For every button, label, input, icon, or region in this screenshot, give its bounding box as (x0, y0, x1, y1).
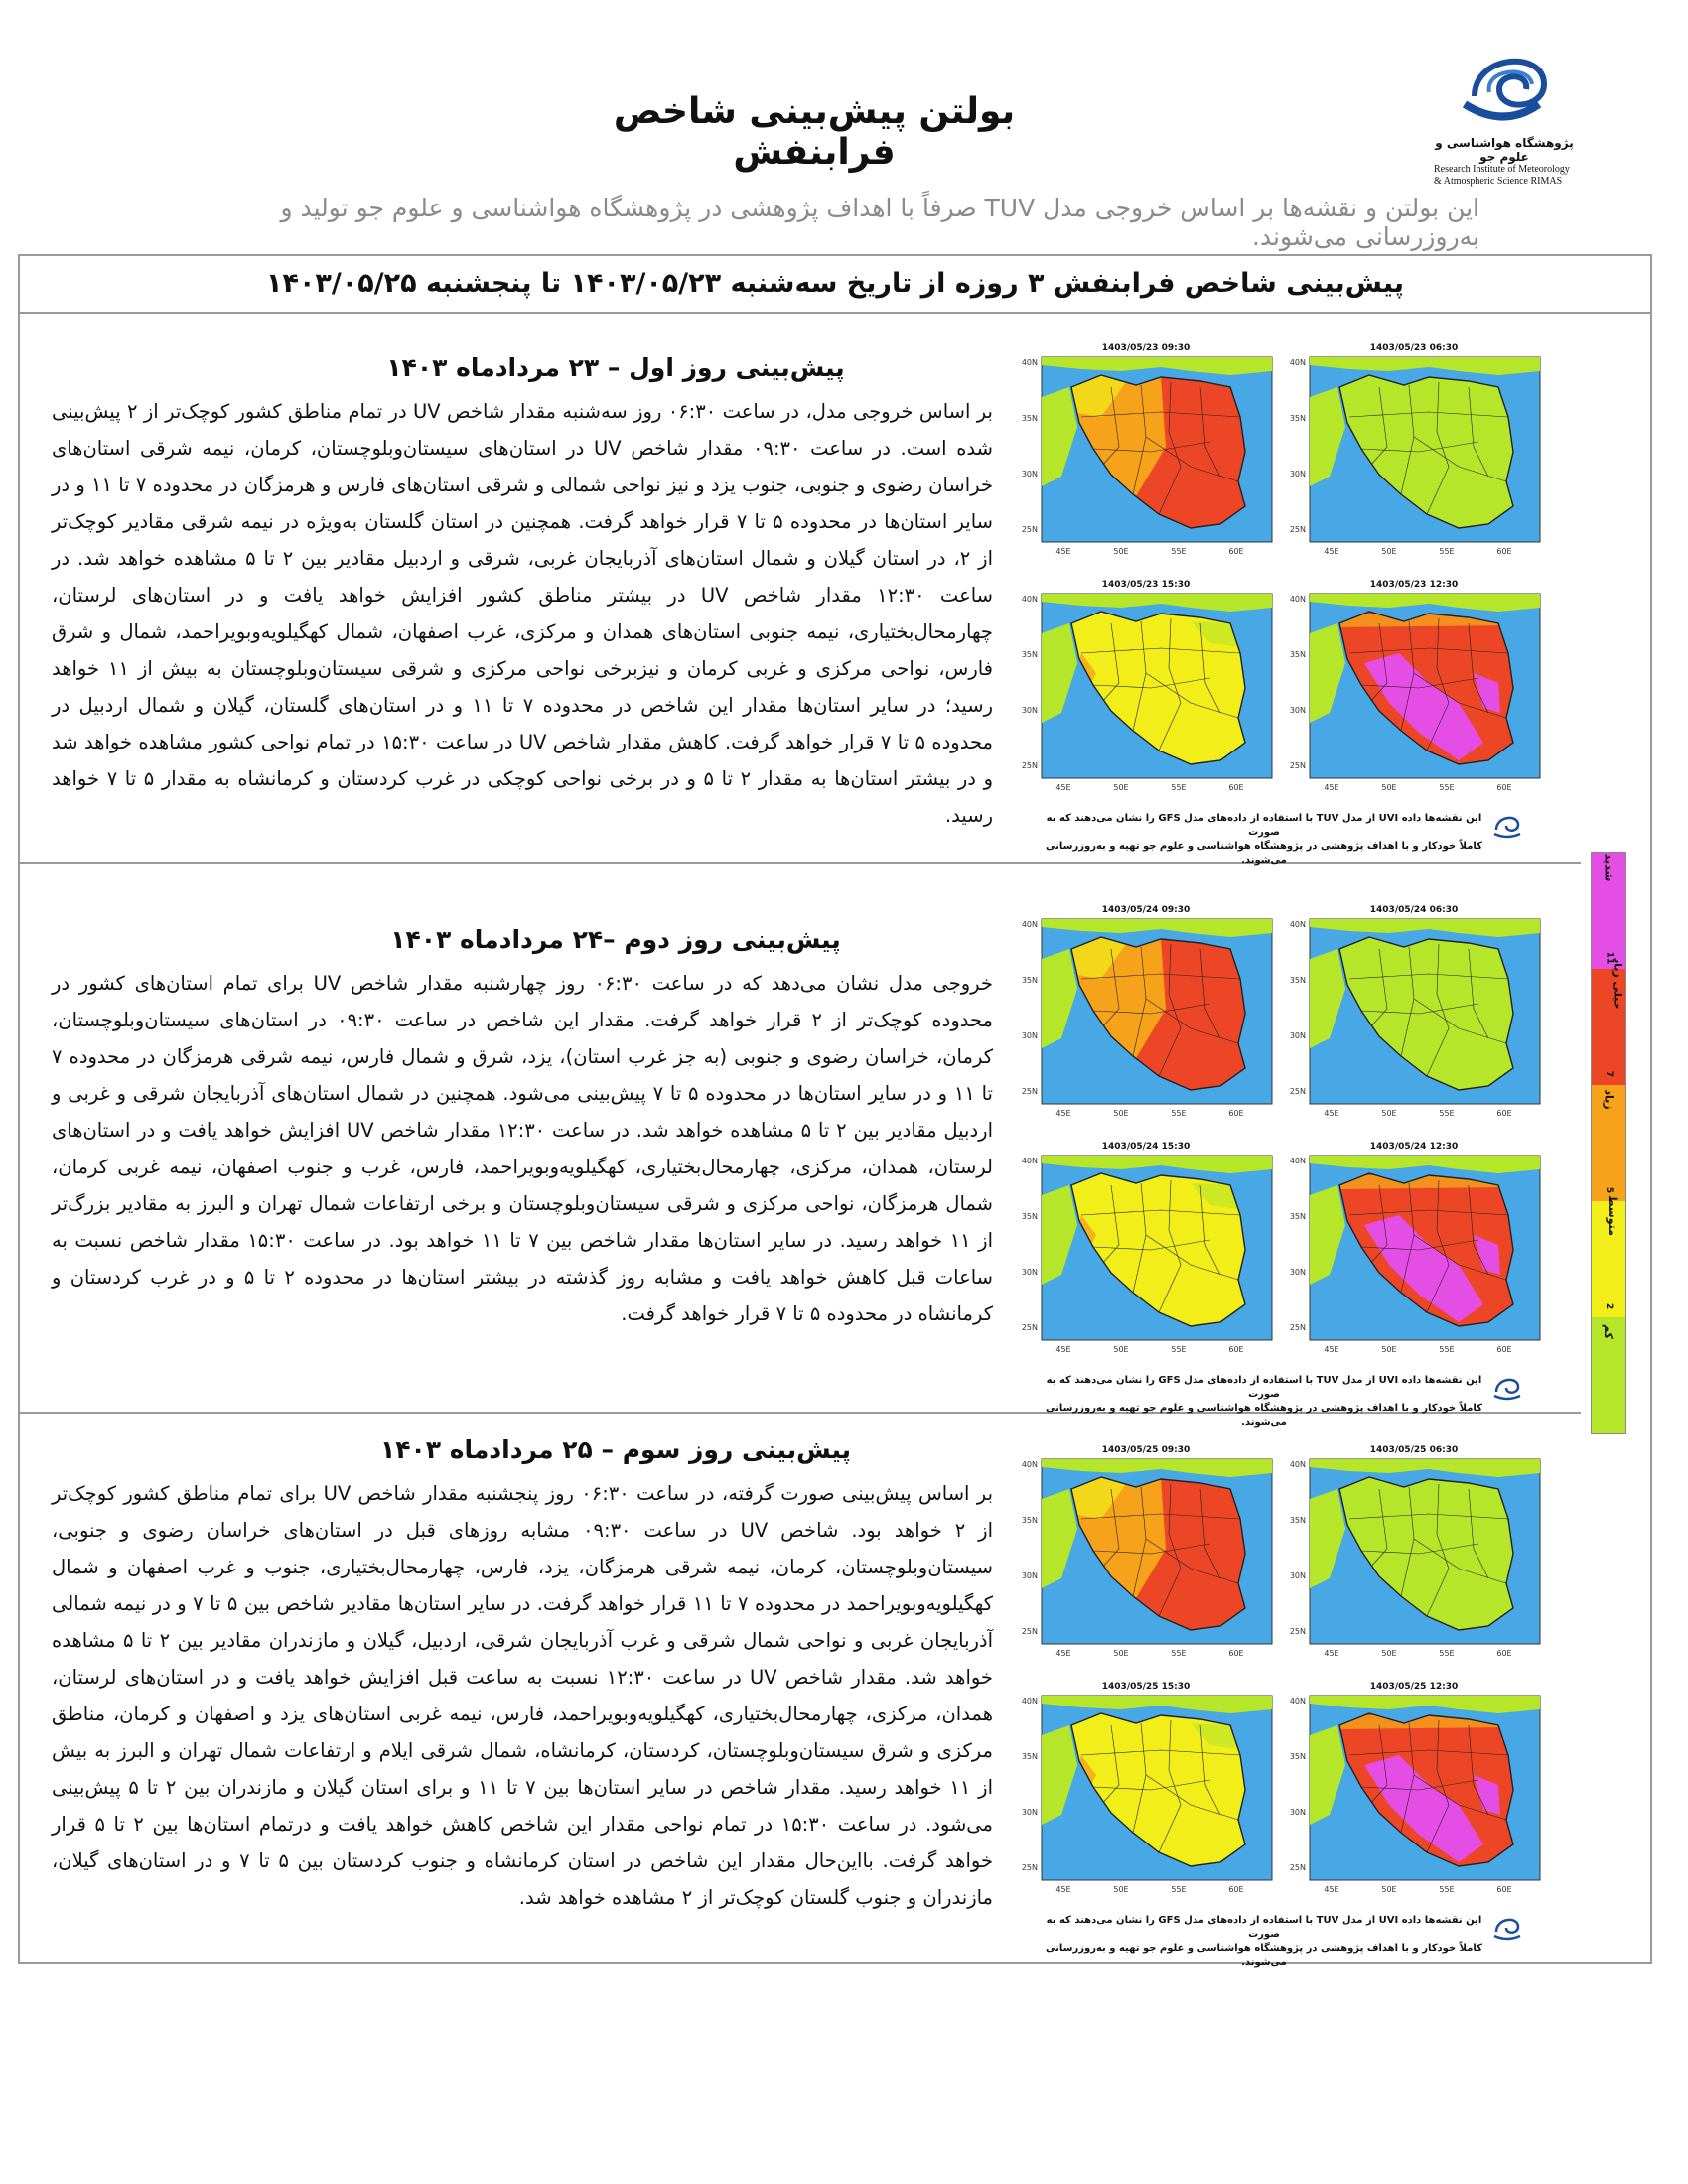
map-time: 1403/05/24 06:30 (1369, 905, 1459, 915)
lat-tick-label: 30N (1021, 470, 1038, 478)
lon-tick-label: 45E (1324, 1345, 1339, 1354)
lon-tick-label: 50E (1113, 1345, 1129, 1354)
iran-uv-map (1016, 917, 1276, 1121)
lat-tick-label: 35N (1021, 1516, 1038, 1525)
lat-tick-label: 40N (1289, 920, 1306, 929)
lon-tick-label: 50E (1113, 783, 1129, 792)
lon-tick-label: 60E (1228, 783, 1244, 792)
lat-tick-label: 30N (1021, 1268, 1038, 1277)
lon-tick-label: 45E (1324, 547, 1339, 556)
lat-tick-label: 40N (1021, 358, 1038, 367)
lon-tick-label: 60E (1228, 1109, 1244, 1118)
lon-tick-label: 50E (1381, 1649, 1397, 1658)
iran-uv-map (1016, 1457, 1276, 1661)
iran-uv-map (1284, 917, 1544, 1121)
lat-tick-label: 35N (1021, 650, 1038, 659)
map-time: 1403/05/25 06:30 (1369, 1445, 1459, 1455)
day-1-title: پیش‌بینی روز اول – ۲۳ مردادماه ۱۴۰۳ (386, 353, 845, 382)
legend-threshold-label: 5 (1603, 1186, 1614, 1194)
lat-tick-label: 35N (1289, 650, 1306, 659)
uv-map (1284, 1680, 1544, 1900)
institute-logo (1420, 35, 1589, 194)
uv-map (1284, 1140, 1544, 1360)
lat-tick-label: 35N (1021, 414, 1038, 423)
iran-uv-map (1284, 1154, 1544, 1357)
lon-tick-label: 55E (1439, 1885, 1455, 1894)
lat-tick-label: 40N (1021, 1460, 1038, 1469)
lat-tick-label: 30N (1021, 1571, 1038, 1580)
logo-line1: Research Institute of Meteorology (1434, 164, 1570, 175)
lat-tick-label: 25N (1289, 525, 1306, 534)
uv-map (1284, 1443, 1544, 1664)
uv-map (1284, 341, 1544, 562)
map-time: 1403/05/23 12:30 (1369, 580, 1459, 590)
spiral-logo-icon (1490, 1912, 1524, 1942)
lat-tick-label: 40N (1289, 358, 1306, 367)
lon-tick-label: 50E (1381, 547, 1397, 556)
lon-tick-label: 60E (1496, 1649, 1512, 1658)
lon-tick-label: 55E (1171, 1885, 1187, 1894)
lat-tick-label: 25N (1021, 1087, 1038, 1096)
uv-map (1016, 903, 1276, 1124)
lat-tick-label: 40N (1021, 1697, 1038, 1706)
iran-uv-map (1284, 1457, 1544, 1661)
lat-tick-label: 25N (1021, 525, 1038, 534)
lat-tick-label: 30N (1021, 1031, 1038, 1040)
page-subtitle: این بولتن و نقشه‌ها بر اساس خروجی مدل TUV صرفاً با اهداف پژوهشی در پژوهشگاه هواشناسی و علوم جو تولید و به‌روزرسانی می‌شوند. (280, 194, 1479, 251)
day-1-section (20, 312, 1581, 864)
lon-tick-label: 60E (1496, 1885, 1512, 1894)
lat-tick-label: 25N (1289, 1323, 1306, 1332)
lon-tick-label: 45E (1324, 1885, 1339, 1894)
lon-tick-label: 55E (1171, 547, 1187, 556)
lon-tick-label: 50E (1113, 1885, 1129, 1894)
lon-tick-label: 55E (1439, 1649, 1455, 1658)
lon-tick-label: 45E (1055, 1649, 1071, 1658)
spiral-logo-icon (1490, 1372, 1524, 1402)
day-2-section (20, 864, 1581, 1428)
iran-uv-map (1284, 1694, 1544, 1897)
lat-tick-label: 30N (1289, 1571, 1306, 1580)
legend-category-label: متوسط (1605, 1195, 1618, 1236)
uv-map (1016, 1680, 1276, 1900)
map-time: 1403/05/24 12:30 (1369, 1142, 1459, 1152)
lon-tick-label: 45E (1055, 783, 1071, 792)
legend-threshold-label: 2 (1603, 1302, 1614, 1310)
lat-tick-label: 35N (1289, 414, 1306, 423)
day-2-text: خروجی مدل نشان می‌دهد که در ساعت ۰۶:۳۰ روز چهارشنبه مقدار شاخص UV برای تمام استان‌های کشور در محدوده کوچک‌تر از ۲ قرار خواهد گرفت. مقدار این شاخص در ساعت ۰۹:۳۰ در استان‌های سیستان‌وبلوچستان، کرمان، خراسان رضوی و جنوبی (به جز غرب استان)، یزد، شرق و شمال فارس، نیمه شرقی هرمزگان در محدوده ۷ تا ۱۱ و در سایر استان‌ها در محدوده ۵ تا ۷ پیش‌بینی می‌شود. همچنین در شمال استان‌های آذربایجان شرقی و غربی و اردبیل مقادیر بین ۲ تا ۵ مشاهده خواهد شد. در ساعت ۱۲:۳۰ مقدار شاخص UV افزایش خواهد یافت و در استان‌های لرستان، همدان، مرکزی، چهارمحال‌بختیاری، کهگیلویه‌وبویراحمد، فارس، غرب و جنوب اصفهان، نیمه غربی کرمان، شمال هرمزگان، نواحی مرکزی و شرقی سیستان‌وبلوچستان و برخی ارتفاعات شمال تهران و البرز به مقادیر بزرگ‌تر از ۱۱ خواهد رسید. در سایر استان‌ها مقدار شاخص بین ۷ تا ۱۱ خواهد بود. در ساعت ۱۵:۳۰ مقدار شاخص نسبت به ساعات قبل کاهش خواهد یافت و مشابه روز گذشته در بیشتر استان‌ها در محدوده ۲ تا ۵ و در غرب کردستان و کرمانشاه در محدوده ۵ تا ۷ قرار خواهد گرفت. (52, 972, 994, 1325)
legend-category-label: زیاد (1602, 1089, 1616, 1110)
map-time: 1403/05/24 15:30 (1101, 1142, 1191, 1152)
lon-tick-label: 45E (1324, 1109, 1339, 1118)
lat-tick-label: 25N (1289, 1087, 1306, 1096)
logo-line2: & Atmospheric Science RIMAS (1434, 176, 1563, 187)
lon-tick-label: 55E (1171, 1649, 1187, 1658)
lat-tick-label: 25N (1289, 1863, 1306, 1872)
lon-tick-label: 60E (1496, 783, 1512, 792)
iran-uv-map (1284, 592, 1544, 795)
map-note-line1: این نقشه‌ها داده UVI از مدل TUV با استفاده از داده‌های مدل GFS را نشان می‌دهند که به صورت (1046, 1915, 1482, 1940)
uv-map (1016, 1443, 1276, 1664)
lat-tick-label: 40N (1289, 595, 1306, 604)
lat-tick-label: 40N (1289, 1697, 1306, 1706)
map-note-line2: کاملاً خودکار و با اهداف پژوهشی در پژوهشگاه هواشناسی و علوم جو تهیه و به‌روزرسانی می‌شوند. (1046, 841, 1482, 866)
lon-tick-label: 45E (1324, 1649, 1339, 1658)
iran-uv-map (1016, 355, 1276, 559)
lon-tick-label: 60E (1496, 1109, 1512, 1118)
lon-tick-label: 60E (1496, 547, 1512, 556)
day-3-text: بر اساس پیش‌بینی صورت گرفته، در ساعت ۰۶:۳۰ روز پنجشنبه مقدار شاخص UV برای تمام مناطق کشور کوچک‌تر از ۲ خواهد بود. شاخص UV در ساعت ۰۹:۳۰ مشابه روزهای قبل در استان‌های خراسان رضوی و جنوبی، سیستان‌وبلوچستان، کرمان، نیمه شرقی هرمزگان، یزد، فارس، چهارمحال‌بختیاری، جنوب و غرب اصفهان و شمال کهگیلویه‌وبویراحمد در محدوده ۷ تا ۱۱ قرار خواهد گرفت. در سایر استان‌ها مقادیر شاخص بین ۵ تا ۷ و در نیمه شمالی آذربایجان غربی و نواحی شمال شرقی و غرب آذربایجان شرقی، اردبیل، گیلان و مازندران مقادیر بین ۲ تا ۵ مشاهده خواهد شد. مقدار شاخص UV در ساعت ۱۲:۳۰ نسبت به ساعت قبل افزایش خواهد یافت و در استان‌های لرستان، همدان، مرکزی، چهارمحال‌بختیاری، کهگیلویه‌وبویراحمد، فارس، نیمه غربی استان‌های یزد و اصفهان و کرمان، مناطق مرکزی و شرق سیستان‌وبلوچستان، کردستان، کرمانشاه، شمال شرقی ایلام و ارتفاعات شمال تهران و البرز به بیش از ۱۱ خواهد رسید. مقدار شاخص در سایر استان‌ها بین ۷ تا ۱۱ و برای استان گیلان و مازندران بین ۲ تا ۵ پیش‌بینی می‌شود. در ساعت ۱۵:۳۰ در تمام نواحی مقدار این شاخص کاهش خواهد یافت و درتمام استان‌ها بین ۲ تا ۵ قرار خواهد گرفت. بااین‌حال مقدار این شاخص در استان کرمانشاه و جنوب کردستان بین ۵ تا ۷ و در استان‌های گیلان، مازندران و جنوب گلستان کوچک‌تر از ۲ مشاهده خواهد شد. (52, 1482, 994, 1909)
lon-tick-label: 55E (1171, 783, 1187, 792)
iran-uv-map (1284, 355, 1544, 559)
lat-tick-label: 25N (1289, 761, 1306, 770)
uv-color-legend (1591, 852, 1626, 1434)
iran-uv-map (1016, 1154, 1276, 1357)
lat-tick-label: 35N (1289, 1212, 1306, 1221)
uv-map (1016, 341, 1276, 562)
lon-tick-label: 50E (1381, 1109, 1397, 1118)
iran-uv-map (1016, 1694, 1276, 1897)
lon-tick-label: 55E (1439, 1345, 1455, 1354)
lat-tick-label: 35N (1021, 1752, 1038, 1761)
bulletin-table (18, 254, 1652, 1968)
lon-tick-label: 45E (1055, 547, 1071, 556)
day-3-section (20, 1414, 1581, 1968)
lon-tick-label: 45E (1055, 1109, 1071, 1118)
lon-tick-label: 60E (1496, 1345, 1512, 1354)
lat-tick-label: 40N (1021, 595, 1038, 604)
lon-tick-label: 60E (1228, 1345, 1244, 1354)
uv-map (1016, 578, 1276, 798)
lon-tick-label: 55E (1439, 547, 1455, 556)
lon-tick-label: 45E (1055, 1885, 1071, 1894)
lon-tick-label: 55E (1439, 1109, 1455, 1118)
lat-tick-label: 30N (1021, 706, 1038, 715)
lat-tick-label: 30N (1289, 1268, 1306, 1277)
lat-tick-label: 25N (1021, 1323, 1038, 1332)
lat-tick-label: 40N (1021, 1157, 1038, 1165)
legend-threshold-label: 11 (1604, 951, 1614, 965)
legend-category-label: کم (1602, 1323, 1616, 1340)
spiral-logo-icon (1445, 35, 1564, 134)
lat-tick-label: 30N (1289, 1031, 1306, 1040)
lat-tick-label: 35N (1289, 1516, 1306, 1525)
lat-tick-label: 35N (1289, 976, 1306, 985)
map-note (1046, 812, 1482, 868)
map-note (1046, 1914, 1482, 1970)
map-note-line1: این نقشه‌ها داده UVI از مدل TUV با استفاده از داده‌های مدل GFS را نشان می‌دهند که به صورت (1046, 813, 1482, 838)
lat-tick-label: 25N (1021, 1863, 1038, 1872)
map-time: 1403/05/25 12:30 (1369, 1682, 1459, 1692)
lat-tick-label: 30N (1289, 1808, 1306, 1817)
lat-tick-label: 40N (1289, 1460, 1306, 1469)
lon-tick-label: 55E (1171, 1345, 1187, 1354)
map-time: 1403/05/23 15:30 (1101, 580, 1191, 590)
day-1-text: بر اساس خروجی مدل، در ساعت ۰۶:۳۰ روز سه‌شنبه مقدار شاخص UV در تمام مناطق کشور کوچک‌تر از ۲ پیش‌بینی شده است. در ساعت ۰۹:۳۰ مقدار شاخص UV در استان‌های سیستان‌وبلوچستان، کرمان، نیمه شرقی استان‌های خراسان رضوی و جنوبی، جنوب یزد و نیز نواحی شمالی و شرقی استان‌های فارس و هرمزگان در محدوده ۷ تا ۱۱ و در سایر استان‌ها در محدوده ۵ تا ۷ قرار خواهد گرفت. همچنین در استان گلستان به‌ویژه در نیمه شرقی مقادیر کوچک‌تر از ۲، در استان گیلان و شمال استان‌های آذربایجان غربی، شرقی و اردبیل مقادیر بین ۲ تا ۵ مشاهده خواهد شد. در ساعت ۱۲:۳۰ مقدار شاخص UV در بیشتر مناطق کشور افزایش خواهد یافت و در استان‌های لرستان، چهارمحال‌بختیاری، نیمه جنوبی استان‌های همدان و مرکزی، غرب اصفهان، شمال کهگیلویه‌وبویراحمد، شمال و شرق فارس، نواحی مرکزی و غربی کرمان و نیزبرخی نواحی مرکزی و شرقی سیستان‌وبلوچستان به بیش از ۱۱ خواهد رسید؛ در سایر استان‌ها مقدار این شاخص در محدوده ۷ تا ۱۱ و در استان‌های گلستان، گیلان و شمال اردبیل در محدوده ۵ تا ۷ قرار خواهد گرفت. کاهش مقدار شاخص UV در ساعت ۱۵:۳۰ در تمام نواحی کشور مشاهده خواهد شد و در بیشتر استان‌ها به مقدار ۲ تا ۵ و در برخی نواحی کوچکی در غرب کردستان و کرمانشاه به مقدار ۵ تا ۷ خواهد رسید. (52, 400, 994, 827)
iran-uv-map (1016, 592, 1276, 795)
map-time: 1403/05/25 09:30 (1101, 1445, 1191, 1455)
lon-tick-label: 45E (1324, 783, 1339, 792)
lon-tick-label: 50E (1381, 1885, 1397, 1894)
lon-tick-label: 60E (1228, 1649, 1244, 1658)
lat-tick-label: 30N (1021, 1808, 1038, 1817)
legend-threshold-label: 7 (1603, 1070, 1614, 1078)
lat-tick-label: 35N (1289, 1752, 1306, 1761)
map-note-line2: کاملاً خودکار و با اهداف پژوهشی در پژوهشگاه هواشناسی و علوم جو تهیه و به‌روزرسانی می‌شوند. (1046, 1943, 1482, 1968)
map-time: 1403/05/23 09:30 (1101, 343, 1191, 353)
lat-tick-label: 25N (1021, 761, 1038, 770)
lon-tick-label: 50E (1381, 1345, 1397, 1354)
lon-tick-label: 50E (1381, 783, 1397, 792)
map-time: 1403/05/24 09:30 (1101, 905, 1191, 915)
lat-tick-label: 35N (1021, 976, 1038, 985)
lat-tick-label: 35N (1021, 1212, 1038, 1221)
uv-map (1284, 903, 1544, 1124)
lat-tick-label: 25N (1021, 1627, 1038, 1636)
lon-tick-label: 50E (1113, 1649, 1129, 1658)
legend-category-label: خیلی زیاد (1611, 957, 1624, 1010)
forecast-period-header: پیش‌بینی شاخص فرابنفش ۳ روزه از تاریخ سه‌شنبه ۱۴۰۳/۰۵/۲۳ تا پنجشنبه ۱۴۰۳/۰۵/۲۵ (20, 256, 1650, 314)
map-note-line1: این نقشه‌ها داده UVI از مدل TUV با استفاده از داده‌های مدل GFS را نشان می‌دهند که به صورت (1046, 1375, 1482, 1400)
lon-tick-label: 50E (1113, 1109, 1129, 1118)
lon-tick-label: 55E (1439, 783, 1455, 792)
lat-tick-label: 25N (1289, 1627, 1306, 1636)
legend-category-label: شدید (1602, 853, 1616, 882)
map-time: 1403/05/25 15:30 (1101, 1682, 1191, 1692)
lat-tick-label: 40N (1289, 1157, 1306, 1165)
uv-map (1284, 578, 1544, 798)
lon-tick-label: 55E (1171, 1109, 1187, 1118)
spiral-logo-icon (1490, 810, 1524, 840)
lat-tick-label: 40N (1021, 920, 1038, 929)
lon-tick-label: 60E (1228, 547, 1244, 556)
page-title: بولتن پیش‌بینی شاخص فرابنفش (613, 91, 1016, 173)
day-2-title: پیش‌بینی روز دوم –۲۴ مردادماه ۱۴۰۳ (390, 925, 841, 954)
map-note-line2: کاملاً خودکار و با اهداف پژوهشی در پژوهشگاه هواشناسی و علوم جو تهیه و به‌روزرسانی می‌شوند. (1046, 1403, 1482, 1428)
lat-tick-label: 30N (1289, 470, 1306, 478)
map-time: 1403/05/23 06:30 (1369, 343, 1459, 353)
lon-tick-label: 50E (1113, 547, 1129, 556)
lon-tick-label: 60E (1228, 1885, 1244, 1894)
day-3-title: پیش‌بینی روز سوم – ۲۵ مردادماه ۱۴۰۳ (379, 1435, 852, 1464)
lon-tick-label: 45E (1055, 1345, 1071, 1354)
lat-tick-label: 30N (1289, 706, 1306, 715)
logo-name-fa: پژوهشگاه هواشناسی و علوم جو (1435, 136, 1574, 164)
uv-map (1016, 1140, 1276, 1360)
